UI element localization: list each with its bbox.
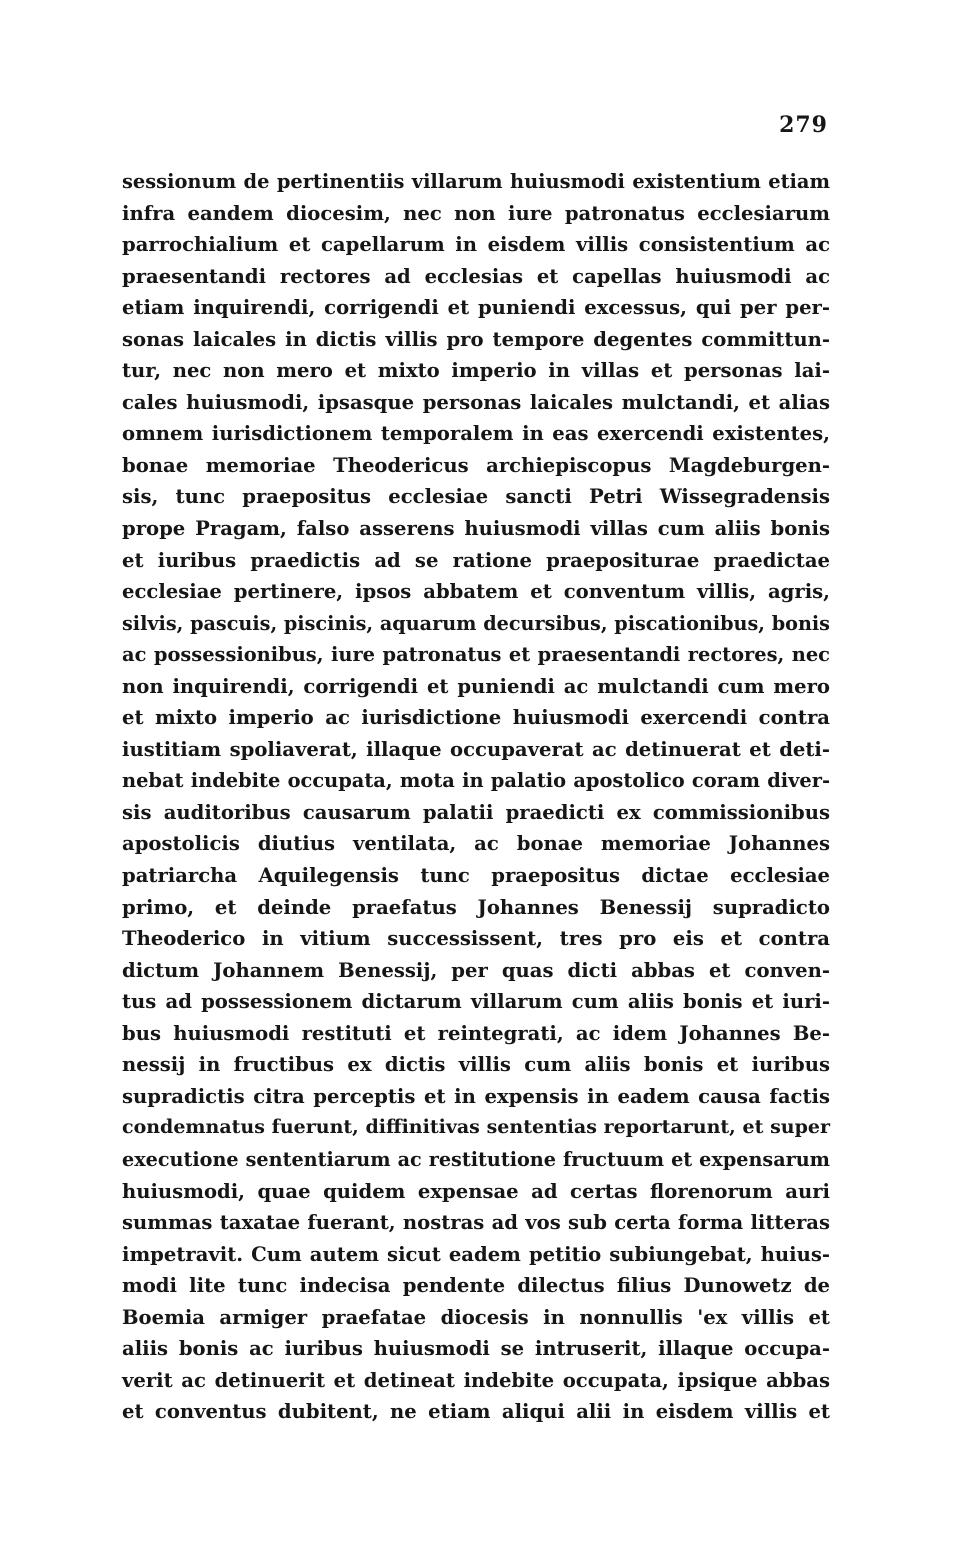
text-line: patriarcha Aquilegensis tunc praepositus dictae ecclesiae (122, 864, 830, 888)
text-line: non inquirendi, corrigendi et puniendi ac mulctandi cum mero (122, 674, 830, 698)
text-line: silvis, pascuis, piscinis, aquarum decursibus, piscationibus, bonis (122, 611, 830, 635)
text-line: nessij in fructibus ex dictis villis cum aliis bonis et iuribus (122, 1053, 830, 1077)
page-number: 279 (779, 112, 828, 138)
text-line: summas taxatae fuerant, nostras ad vos sub certa forma litteras (122, 1211, 830, 1235)
text-line: et mixto imperio ac iurisdictione huiusmodi exercendi contra (122, 706, 830, 730)
text-line: huiusmodi, quae quidem expensae ad certas florenorum auri (122, 1179, 830, 1203)
text-line: dictum Johannem Benessij, per quas dicti abbas et conven- (122, 958, 830, 982)
text-line: etiam inquirendi, corrigendi et puniendi excessus, qui per per- (122, 296, 830, 320)
text-line: condemnatus fuerunt, diffinitivas sententias reportarunt, et super (122, 1116, 830, 1139)
text-line: tur, nec non mero et mixto imperio in villas et personas lai- (122, 359, 830, 383)
text-line: apostolicis diutius ventilata, ac bonae memoriae Johannes (122, 832, 830, 856)
text-line: executione sententiarum ac restitutione fructuum et expensarum (122, 1147, 830, 1171)
text-line: et iuribus praedictis ad se ratione praepositurae praedictae (122, 548, 830, 572)
text-line: praesentandi rectores ad ecclesias et capellas huiusmodi ac (122, 264, 830, 288)
text-line: sessionum de pertinentiis villarum huiusmodi existentium etiam (122, 170, 830, 193)
text-line: ac possessionibus, iure patronatus et praesentandi rectores, nec (122, 643, 830, 667)
text-line: sis, tunc praepositus ecclesiae sancti Petri Wissegradensis (122, 485, 830, 509)
text-line: nebat indebite occupata, mota in palatio apostolico coram diver- (122, 769, 830, 793)
text-line: omnem iurisdictionem temporalem in eas exercendi existentes, (122, 422, 830, 446)
body-text (122, 166, 830, 1428)
text-line: supradictis citra perceptis et in expensis in eadem causa factis (122, 1084, 830, 1108)
text-line: tus ad possessionem dictarum villarum cum aliis bonis et iuri- (122, 990, 830, 1014)
text-line: Theoderico in vitium successissent, tres pro eis et contra (122, 927, 830, 951)
text-line: ecclesiae pertinere, ipsos abbatem et conventum villis, agris, (122, 580, 830, 604)
text-line: bonae memoriae Theodericus archiepiscopus Magdeburgen- (122, 453, 830, 477)
text-line: verit ac detinuerit et detineat indebite occupata, ipsique abbas (122, 1368, 830, 1392)
text-line: bus huiusmodi restituti et reintegrati, ac idem Johannes Be- (122, 1021, 830, 1045)
text-line: modi lite tunc indecisa pendente dilectus filius Dunowetz de (122, 1274, 830, 1298)
text-line: parrochialium et capellarum in eisdem villis consistentium ac (122, 233, 830, 257)
text-line: sonas laicales in dictis villis pro tempore degentes committun- (122, 327, 830, 351)
text-line: Boemia armiger praefatae diocesis in nonnullis 'ex villis et (122, 1305, 830, 1329)
text-line: cales huiusmodi, ipsasque personas laicales mulctandi, et alias (122, 390, 830, 414)
text-line: primo, et deinde praefatus Johannes Benessij supradicto (122, 895, 830, 919)
text-line: infra eandem diocesim, nec non iure patronatus ecclesiarum (122, 201, 830, 225)
text-line: iustitiam spoliaverat, illaque occupaverat ac detinuerat et deti- (122, 737, 830, 761)
text-line: sis auditoribus causarum palatii praedicti ex commissionibus (122, 800, 830, 824)
text-line: et conventus dubitent, ne etiam aliqui alii in eisdem villis et (122, 1400, 830, 1424)
text-line: prope Pragam, falso asserens huiusmodi villas cum aliis bonis (122, 517, 830, 541)
text-line: aliis bonis ac iuribus huiusmodi se intruserit, illaque occupa- (122, 1337, 830, 1361)
text-line: impetravit. Cum autem sicut eadem petitio subiungebat, huius- (122, 1242, 830, 1266)
